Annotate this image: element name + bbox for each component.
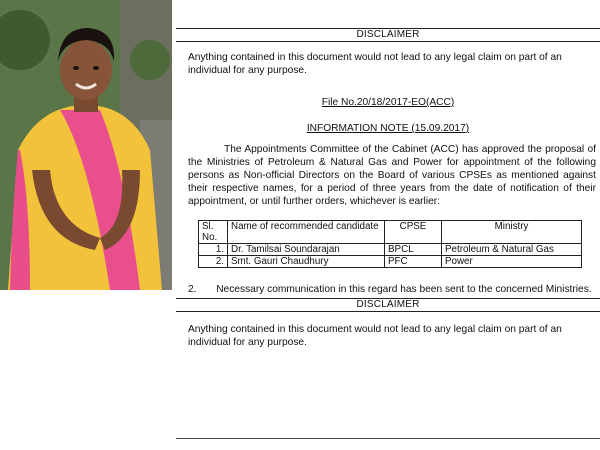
paragraph-2-text: Necessary communication in this regard has been sent to the concerned Ministries.	[216, 284, 592, 295]
paragraph-2-number: 2.	[188, 284, 197, 295]
disclaimer-title-2: DISCLAIMER	[356, 299, 420, 310]
row-sl-no: 1.	[199, 244, 228, 256]
row-candidate: Dr. Tamilsai Soundarajan	[228, 244, 385, 256]
disclaimer-title: DISCLAIMER	[356, 29, 420, 40]
header-cpse: CPSE	[385, 221, 442, 244]
body-paragraph: The Appointments Committee of the Cabinet (ACC) has approved the proposal of the Ministries of Petroleum & Natural Gas and Power for appointment of the following persons as Non-official Directors on the Board of various CPSEs as mentioned against their respective names, for a period of three years from the date of notification of their appointment, or until further orders, whichever is earlier:	[188, 144, 596, 207]
bottom-divider	[176, 438, 600, 439]
portrait-illustration	[0, 0, 172, 290]
row-sl-no: 2.	[199, 256, 228, 268]
table-row	[199, 244, 582, 256]
disclaimer-header-2	[176, 298, 600, 312]
disclaimer-header	[176, 28, 600, 42]
candidates-table	[198, 220, 582, 268]
table-row	[199, 256, 582, 268]
header-ministry: Ministry	[442, 221, 582, 244]
portrait-photo	[0, 0, 172, 290]
header-candidate: Name of recommended candidate	[228, 221, 385, 244]
header-sl-no: Sl. No.	[199, 221, 228, 244]
information-note-title: INFORMATION NOTE (15.09.2017)	[306, 123, 470, 134]
table-header-row	[199, 221, 582, 244]
document-page	[176, 0, 600, 450]
paragraph-2	[188, 283, 596, 296]
row-ministry: Petroleum & Natural Gas	[442, 244, 582, 256]
disclaimer-text-2: Anything contained in this document would not lead to any legal claim on part of an individual for any purpose.	[188, 324, 562, 348]
disclaimer-text: Anything contained in this document would not lead to any legal claim on part of an individual for any purpose.	[188, 52, 562, 76]
row-cpse: PFC	[385, 256, 442, 268]
row-candidate: Smt. Gauri Chaudhury	[228, 256, 385, 268]
row-cpse: BPCL	[385, 244, 442, 256]
file-number: File No.20/18/2017-EO(ACC)	[321, 97, 455, 108]
row-ministry: Power	[442, 256, 582, 268]
